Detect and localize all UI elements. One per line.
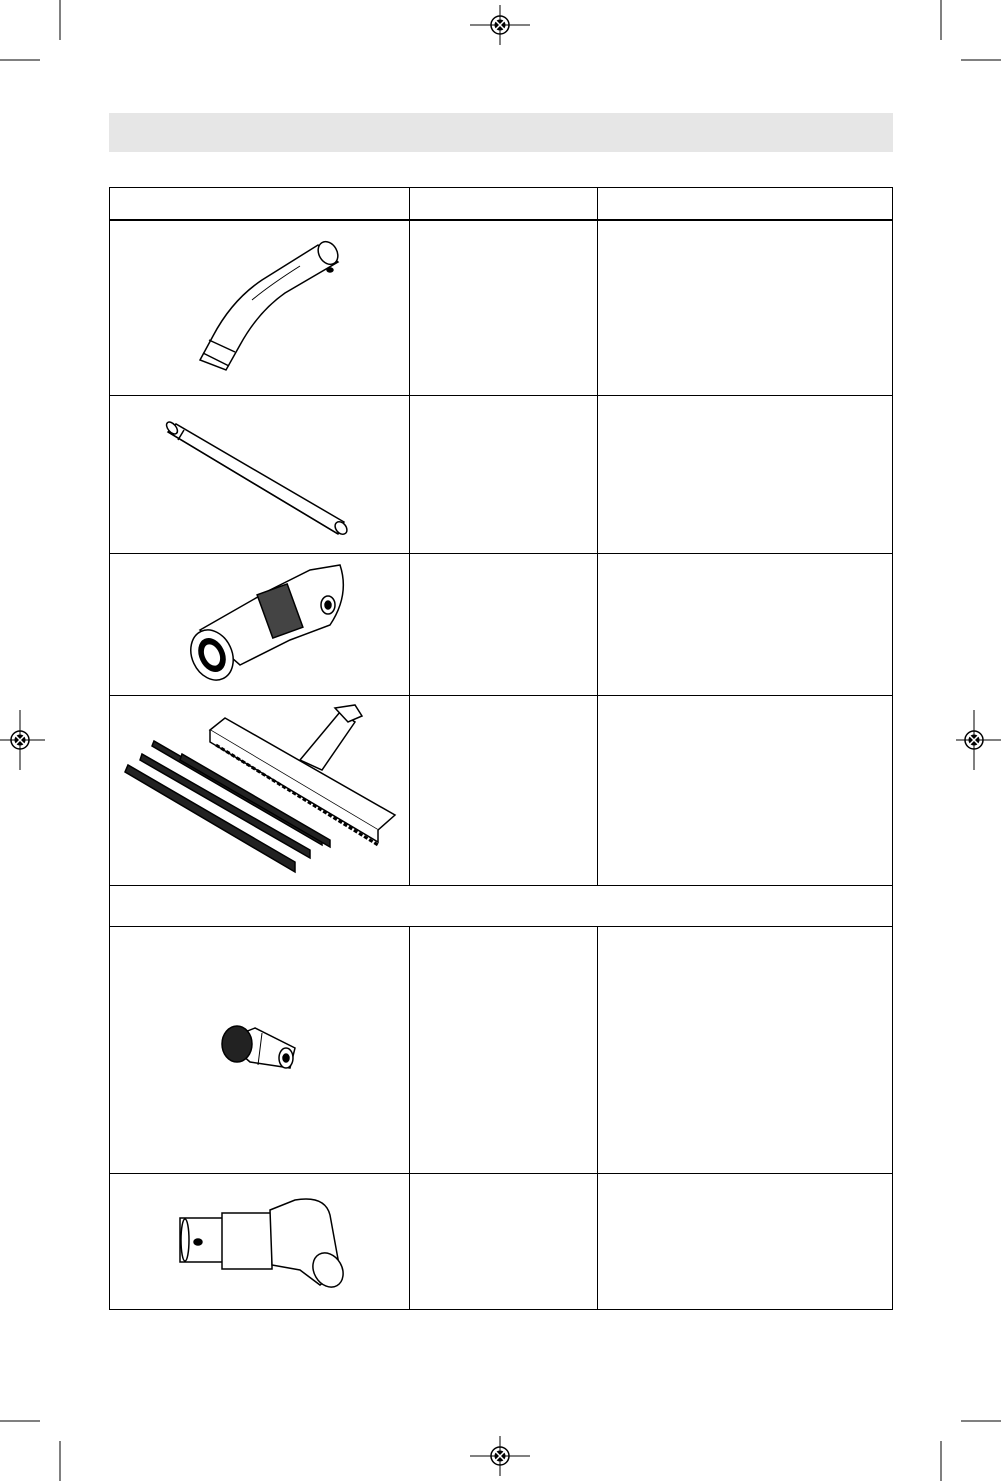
curved-wand-icon <box>200 238 342 370</box>
registration-mark-left <box>0 710 45 770</box>
registration-mark-bottom <box>470 1436 530 1476</box>
floor-nozzle-with-strips-icon <box>125 705 395 872</box>
registration-mark-right <box>956 710 1001 770</box>
straight-extension-tube-icon <box>164 420 349 537</box>
elbow-adapter-icon <box>180 1199 349 1293</box>
small-tool-adapter-icon <box>222 1026 295 1068</box>
registration-mark-top <box>470 5 530 45</box>
hose-adapter-icon <box>183 565 343 687</box>
